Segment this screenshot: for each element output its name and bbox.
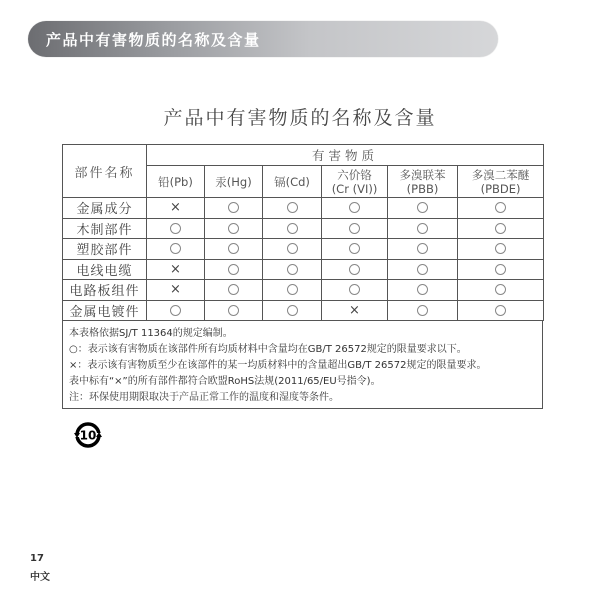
part-name-cell: 木制部件 — [63, 218, 147, 239]
circle-icon — [495, 223, 506, 234]
compliant-circle-cell — [263, 198, 322, 219]
circle-icon — [349, 264, 360, 275]
compliant-circle-cell — [388, 239, 458, 260]
hazardous-substances-table-container — [62, 144, 543, 409]
note-line: ×：表示该有害物质至少在该部件的某一均质材料中的含量超出GB/T 26572规定的限量要求。 — [69, 360, 487, 371]
substance-column-header — [322, 166, 388, 198]
circle-icon — [287, 264, 298, 275]
note-line: 本表格依据SJ/T 11364的规定编制。 — [69, 328, 233, 339]
compliant-circle-cell — [388, 218, 458, 239]
compliant-circle-cell — [205, 280, 263, 301]
circle-icon — [287, 243, 298, 254]
banner-title: 产品中有害物质的名称及含量 — [46, 31, 261, 49]
circle-icon — [287, 284, 298, 295]
table-row — [63, 239, 544, 260]
compliant-circle-cell — [322, 198, 388, 219]
part-name-cell: 金属电镀件 — [63, 300, 147, 321]
substance-column-header — [147, 166, 205, 198]
substance-column-header — [263, 166, 322, 198]
exceeds-cross-cell — [322, 300, 388, 321]
circle-icon — [228, 284, 239, 295]
circle-icon — [417, 243, 428, 254]
compliant-circle-cell — [263, 239, 322, 260]
compliant-circle-cell — [263, 259, 322, 280]
circle-icon — [417, 202, 428, 213]
substance-column-header — [388, 166, 458, 198]
table-row — [63, 300, 544, 321]
substance-name: 镉(Cd) — [274, 174, 310, 189]
substance-symbol: (Cr (VI)) — [331, 181, 378, 196]
circle-icon — [228, 202, 239, 213]
note-line: 表中标有“×”的所有部件都符合欧盟RoHS法规(2011/65/EU号指令)。 — [69, 376, 381, 387]
substance-column-header — [458, 166, 544, 198]
substance-name: 六价铬 — [337, 167, 372, 182]
circle-icon — [349, 202, 360, 213]
circle-icon — [495, 305, 506, 316]
table-row — [63, 280, 544, 301]
page-title: 产品中有害物质的名称及含量 — [163, 107, 437, 129]
circle-icon — [228, 243, 239, 254]
note-line: ○：表示该有害物质在该部件所有均质材料中含量均在GB/T 26572规定的限量要求以下。 — [69, 344, 467, 355]
circle-icon — [349, 243, 360, 254]
exceeds-cross-cell — [147, 259, 205, 280]
compliant-circle-cell — [147, 218, 205, 239]
substance-symbol: (PBDE) — [480, 181, 521, 196]
substance-symbol: (PBB) — [406, 181, 439, 196]
compliant-circle-cell — [458, 218, 544, 239]
table-row — [63, 218, 544, 239]
notes-box — [62, 321, 543, 409]
page-number: 17 — [30, 553, 44, 564]
compliant-circle-cell — [147, 300, 205, 321]
circle-icon — [495, 243, 506, 254]
cross-icon: × — [349, 302, 360, 318]
part-name-header: 部件名称 — [63, 145, 147, 198]
compliant-circle-cell — [458, 239, 544, 260]
compliant-circle-cell — [205, 259, 263, 280]
compliant-circle-cell — [458, 259, 544, 280]
circle-icon — [287, 223, 298, 234]
substance-name: 铅(Pb) — [158, 174, 193, 189]
exceeds-cross-cell — [147, 280, 205, 301]
table-row — [63, 259, 544, 280]
compliant-circle-cell — [205, 239, 263, 260]
svg-text:10: 10 — [79, 428, 97, 443]
section-banner — [28, 21, 498, 57]
circle-icon — [228, 305, 239, 316]
exceeds-cross-cell — [147, 198, 205, 219]
compliant-circle-cell — [205, 218, 263, 239]
part-name-cell: 金属成分 — [63, 198, 147, 219]
circle-icon — [228, 264, 239, 275]
table-body — [63, 198, 544, 321]
hazardous-substances-table — [62, 144, 544, 321]
cross-icon: × — [170, 282, 181, 298]
hazardous-substances-header: 有害物质 — [147, 145, 544, 166]
circle-icon — [495, 264, 506, 275]
compliant-circle-cell — [205, 300, 263, 321]
compliant-circle-cell — [263, 300, 322, 321]
substance-name: 多溴联苯 — [399, 167, 446, 182]
circle-icon — [349, 223, 360, 234]
compliant-circle-cell — [388, 300, 458, 321]
compliant-circle-cell — [322, 239, 388, 260]
part-name-cell: 塑胶部件 — [63, 239, 147, 260]
part-name-cell: 电线电缆 — [63, 259, 147, 280]
compliant-circle-cell — [458, 198, 544, 219]
compliant-circle-cell — [205, 198, 263, 219]
compliant-circle-cell — [388, 280, 458, 301]
compliant-circle-cell — [458, 300, 544, 321]
circle-icon — [417, 305, 428, 316]
circle-icon — [170, 223, 181, 234]
compliant-circle-cell — [388, 198, 458, 219]
substance-name: 多溴二苯醚 — [471, 167, 530, 182]
compliant-circle-cell — [147, 239, 205, 260]
substance-column-header — [205, 166, 263, 198]
circle-icon — [495, 202, 506, 213]
circle-icon — [349, 284, 360, 295]
note-line: 注：环保使用期限取决于产品正常工作的温度和湿度等条件。 — [69, 392, 339, 403]
compliant-circle-cell — [263, 218, 322, 239]
circle-icon — [417, 264, 428, 275]
part-name-cell: 电路板组件 — [63, 280, 147, 301]
circle-icon — [417, 223, 428, 234]
circle-icon — [228, 223, 239, 234]
circle-icon — [287, 305, 298, 316]
compliant-circle-cell — [322, 259, 388, 280]
compliant-circle-cell — [322, 218, 388, 239]
compliant-circle-cell — [458, 280, 544, 301]
circle-icon — [170, 305, 181, 316]
table-row — [63, 198, 544, 219]
cross-icon: × — [170, 261, 181, 277]
compliant-circle-cell — [388, 259, 458, 280]
circle-icon — [417, 284, 428, 295]
circle-icon — [495, 284, 506, 295]
compliant-circle-cell — [322, 280, 388, 301]
compliant-circle-cell — [263, 280, 322, 301]
substance-name: 汞(Hg) — [215, 174, 252, 189]
epup-10-years-icon — [73, 420, 103, 450]
language-label: 中文 — [30, 572, 50, 583]
circle-icon — [170, 243, 181, 254]
circle-icon — [287, 202, 298, 213]
cross-icon: × — [170, 200, 181, 216]
